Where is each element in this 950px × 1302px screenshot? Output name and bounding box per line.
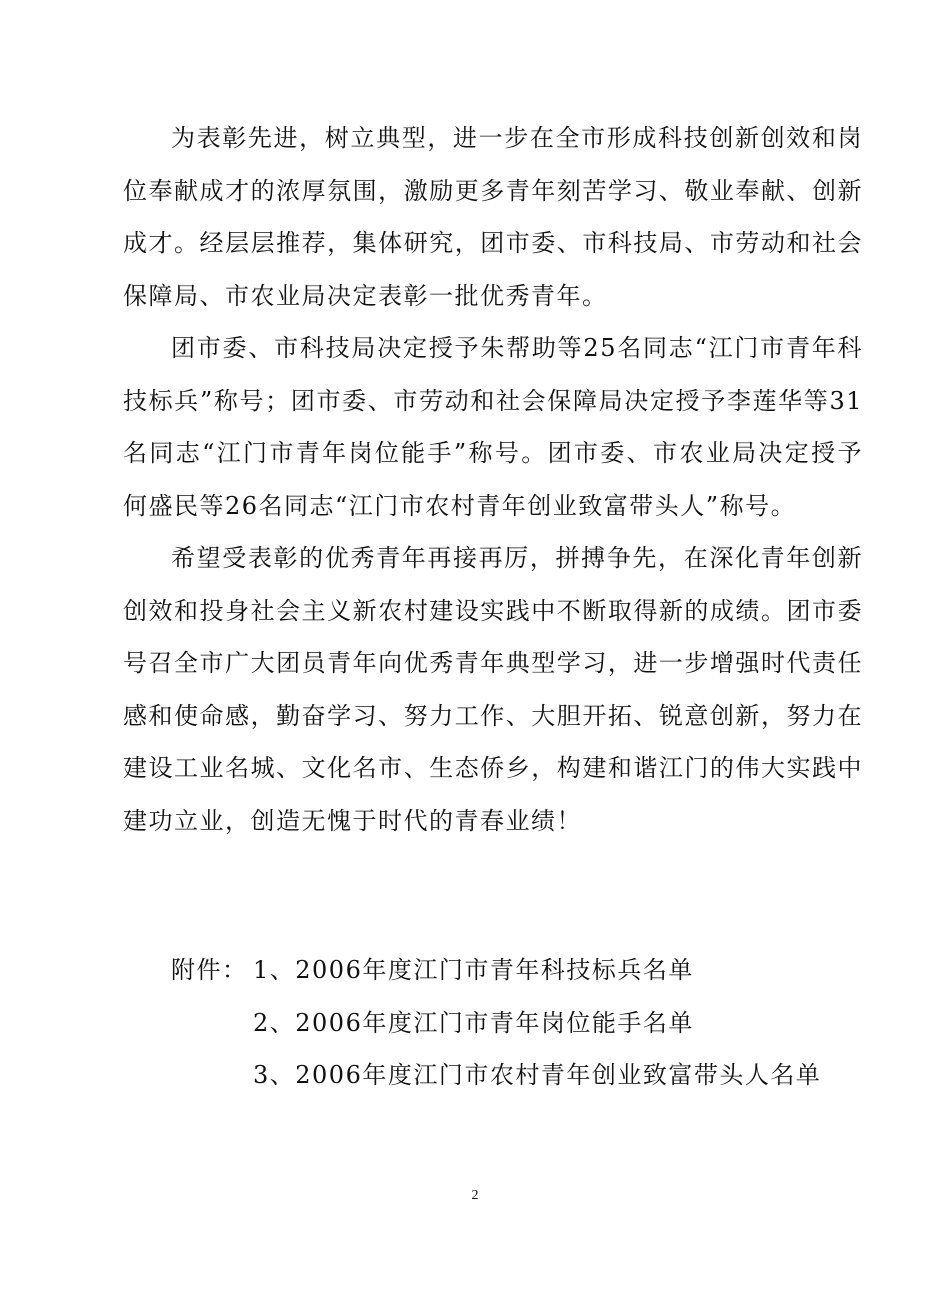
paragraph-commendation-purpose: 为表彰先进，树立典型，进一步在全市形成科技创新创效和岗位奉献成才的浓厚氛围，激励更多青年刻苦学习、敬业奉献、创新成才。经层层推荐，集体研究，团市委、市科技局、市劳动和社会保障局、市农业局决定表彰一批优秀青年。 [123,124,863,310]
attachment-item-text: 2、2006年度江门市青年岗位能手名单 [253,1008,694,1037]
attachment-indent [171,997,253,1050]
attachment-item [171,997,871,1050]
attachments-list [171,944,871,1102]
attachment-item-text: 3、2006年度江门市农村青年创业致富带头人名单 [253,1061,822,1089]
attachment-item [171,1049,871,1102]
attachments-label: 附件： [171,956,248,984]
attachment-item-text: 1、2006年度江门市青年科技标兵名单 [253,956,694,984]
attachment-indent [171,1049,253,1102]
attachment-item [171,944,871,997]
paragraph-expectations: 希望受表彰的优秀青年再接再厉，拼搏争先，在深化青年创新创效和投身社会主义新农村建设实践中不断取得新的成绩。团市委号召全市广大团员青年向优秀青年典型学习，进一步增强时代责任感和使命感，勤奋学习、努力工作、大胆开拓、锐意创新，努力在建设工业名城、文化名市、生态侨乡，构建和谐江门的伟大实践中建功立业，创造无愧于时代的青春业绩！ [123,544,863,835]
paragraph-honors-awarded: 团市委、市科技局决定授予朱帮助等25名同志“江门市青年科技标兵”称号；团市委、市劳动和社会保障局决定授予李莲华等31名同志“江门市青年岗位能手”称号。团市委、市农业局决定授予何盛民等26名同志“江门市农村青年创业致富带头人”称号。 [123,334,863,520]
page-number: 2 [471,1188,479,1203]
document-body [123,112,863,847]
